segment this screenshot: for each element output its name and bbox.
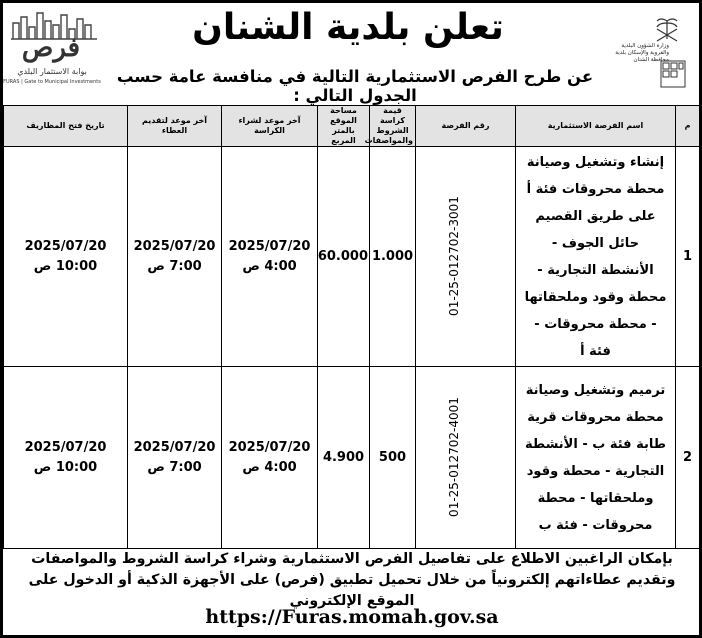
booklet-deadline-time: 4:00 ص [242, 459, 297, 475]
booklet-deadline [222, 367, 318, 549]
bid-deadline [128, 147, 222, 367]
bid-deadline-time: 7:00 ص [147, 258, 202, 274]
header-booklet-deadline: آخر موعد لشراء الكراسة [222, 106, 318, 147]
opportunity-number: 01-25-012702-3001 [447, 196, 462, 316]
header-name: اسم الفرصة الاستثمارية [516, 106, 676, 147]
header [3, 3, 699, 103]
table-row [4, 367, 700, 549]
furas-tagline-en: FURAS | Gate to Municipal Investments [3, 79, 101, 85]
bid-deadline [128, 367, 222, 549]
page-title: تعلن بلدية الشنان [192, 7, 504, 48]
opportunity-number-cell [416, 147, 516, 367]
header-booklet-value: قيمة كراسة الشروط والمواصفات [370, 106, 416, 147]
booklet-deadline-date: 2025/07/20 [228, 439, 311, 455]
opportunity-name: إنشاء وتشغيل وصيانة محطة محروقات فئة أ على طريق القصيم حائل الجوف - الأنشطة التجارية - محطة وقود وملحقاتها - محطة محروقات - فئة أ [516, 147, 676, 367]
furas-logo-word: فرص [21, 33, 81, 63]
opening-date-value: 2025/07/20 [24, 439, 107, 455]
table-row [4, 147, 700, 367]
bid-deadline-time: 7:00 ص [147, 459, 202, 475]
opening-date [4, 147, 128, 367]
booklet-value: 1.000 [370, 147, 416, 367]
booklet-deadline [222, 147, 318, 367]
bid-deadline-date: 2025/07/20 [133, 238, 216, 254]
booklet-deadline-date: 2025/07/20 [228, 238, 311, 254]
ministry-name: وزارة الشؤون البلدية والقروية والإسكان بلدية محافظة الشنان [615, 43, 669, 63]
opening-date [4, 367, 128, 549]
page-subtitle: عن طرح الفرص الاستثمارية التالية في منافسة عامة حسب الجدول التالي : [116, 67, 594, 105]
website-link[interactable]: https://Furas.momah.gov.sa [205, 606, 499, 628]
table-header-row [4, 106, 700, 147]
opportunity-number: 01-25-012702-4001 [447, 397, 462, 517]
furas-tagline: بوابة الاستثمار البلدي [17, 67, 87, 76]
opportunity-number-cell [416, 367, 516, 549]
opportunity-name: ترميم وتشغيل وصيانة محطة محروقات قرية طابة فئة ب - الأنشطة التجارية - محطة وقود وملحقاتها - محطة محروقات - فئة ب [516, 367, 676, 549]
opening-date-value: 2025/07/20 [24, 238, 107, 254]
site-area: 4.900 [318, 367, 370, 549]
site-area: 60.000 [318, 147, 370, 367]
header-area: مساحة الموقع بالمتر المربع [318, 106, 370, 147]
bid-deadline-date: 2025/07/20 [133, 439, 216, 455]
opening-time-value: 10:00 ص [33, 258, 98, 274]
footer-instructions: بإمكان الراغبين الاطلاع على تفاصيل الفرص الاستثمارية وشراء كراسة الشروط والمواصفات وتقديم عطاءاتهم إلكترونياً من خلال تحميل تطبيق (فرص) على الأجهزة الذكية أو الدخول على الموقع الإلكتروني [28, 551, 676, 609]
opportunities-table [3, 105, 700, 549]
row-index: 1 [676, 147, 700, 367]
booklet-deadline-time: 4:00 ص [242, 258, 297, 274]
header-number: رقم الفرصة [416, 106, 516, 147]
row-index: 2 [676, 367, 700, 549]
header-bid-deadline: آخر موعد لتقديم العطاء [128, 106, 222, 147]
header-opening-date: تاريخ فتح المظاريف [4, 106, 128, 147]
opening-time-value: 10:00 ص [33, 459, 98, 475]
booklet-value: 500 [370, 367, 416, 549]
header-index: م [676, 106, 700, 147]
